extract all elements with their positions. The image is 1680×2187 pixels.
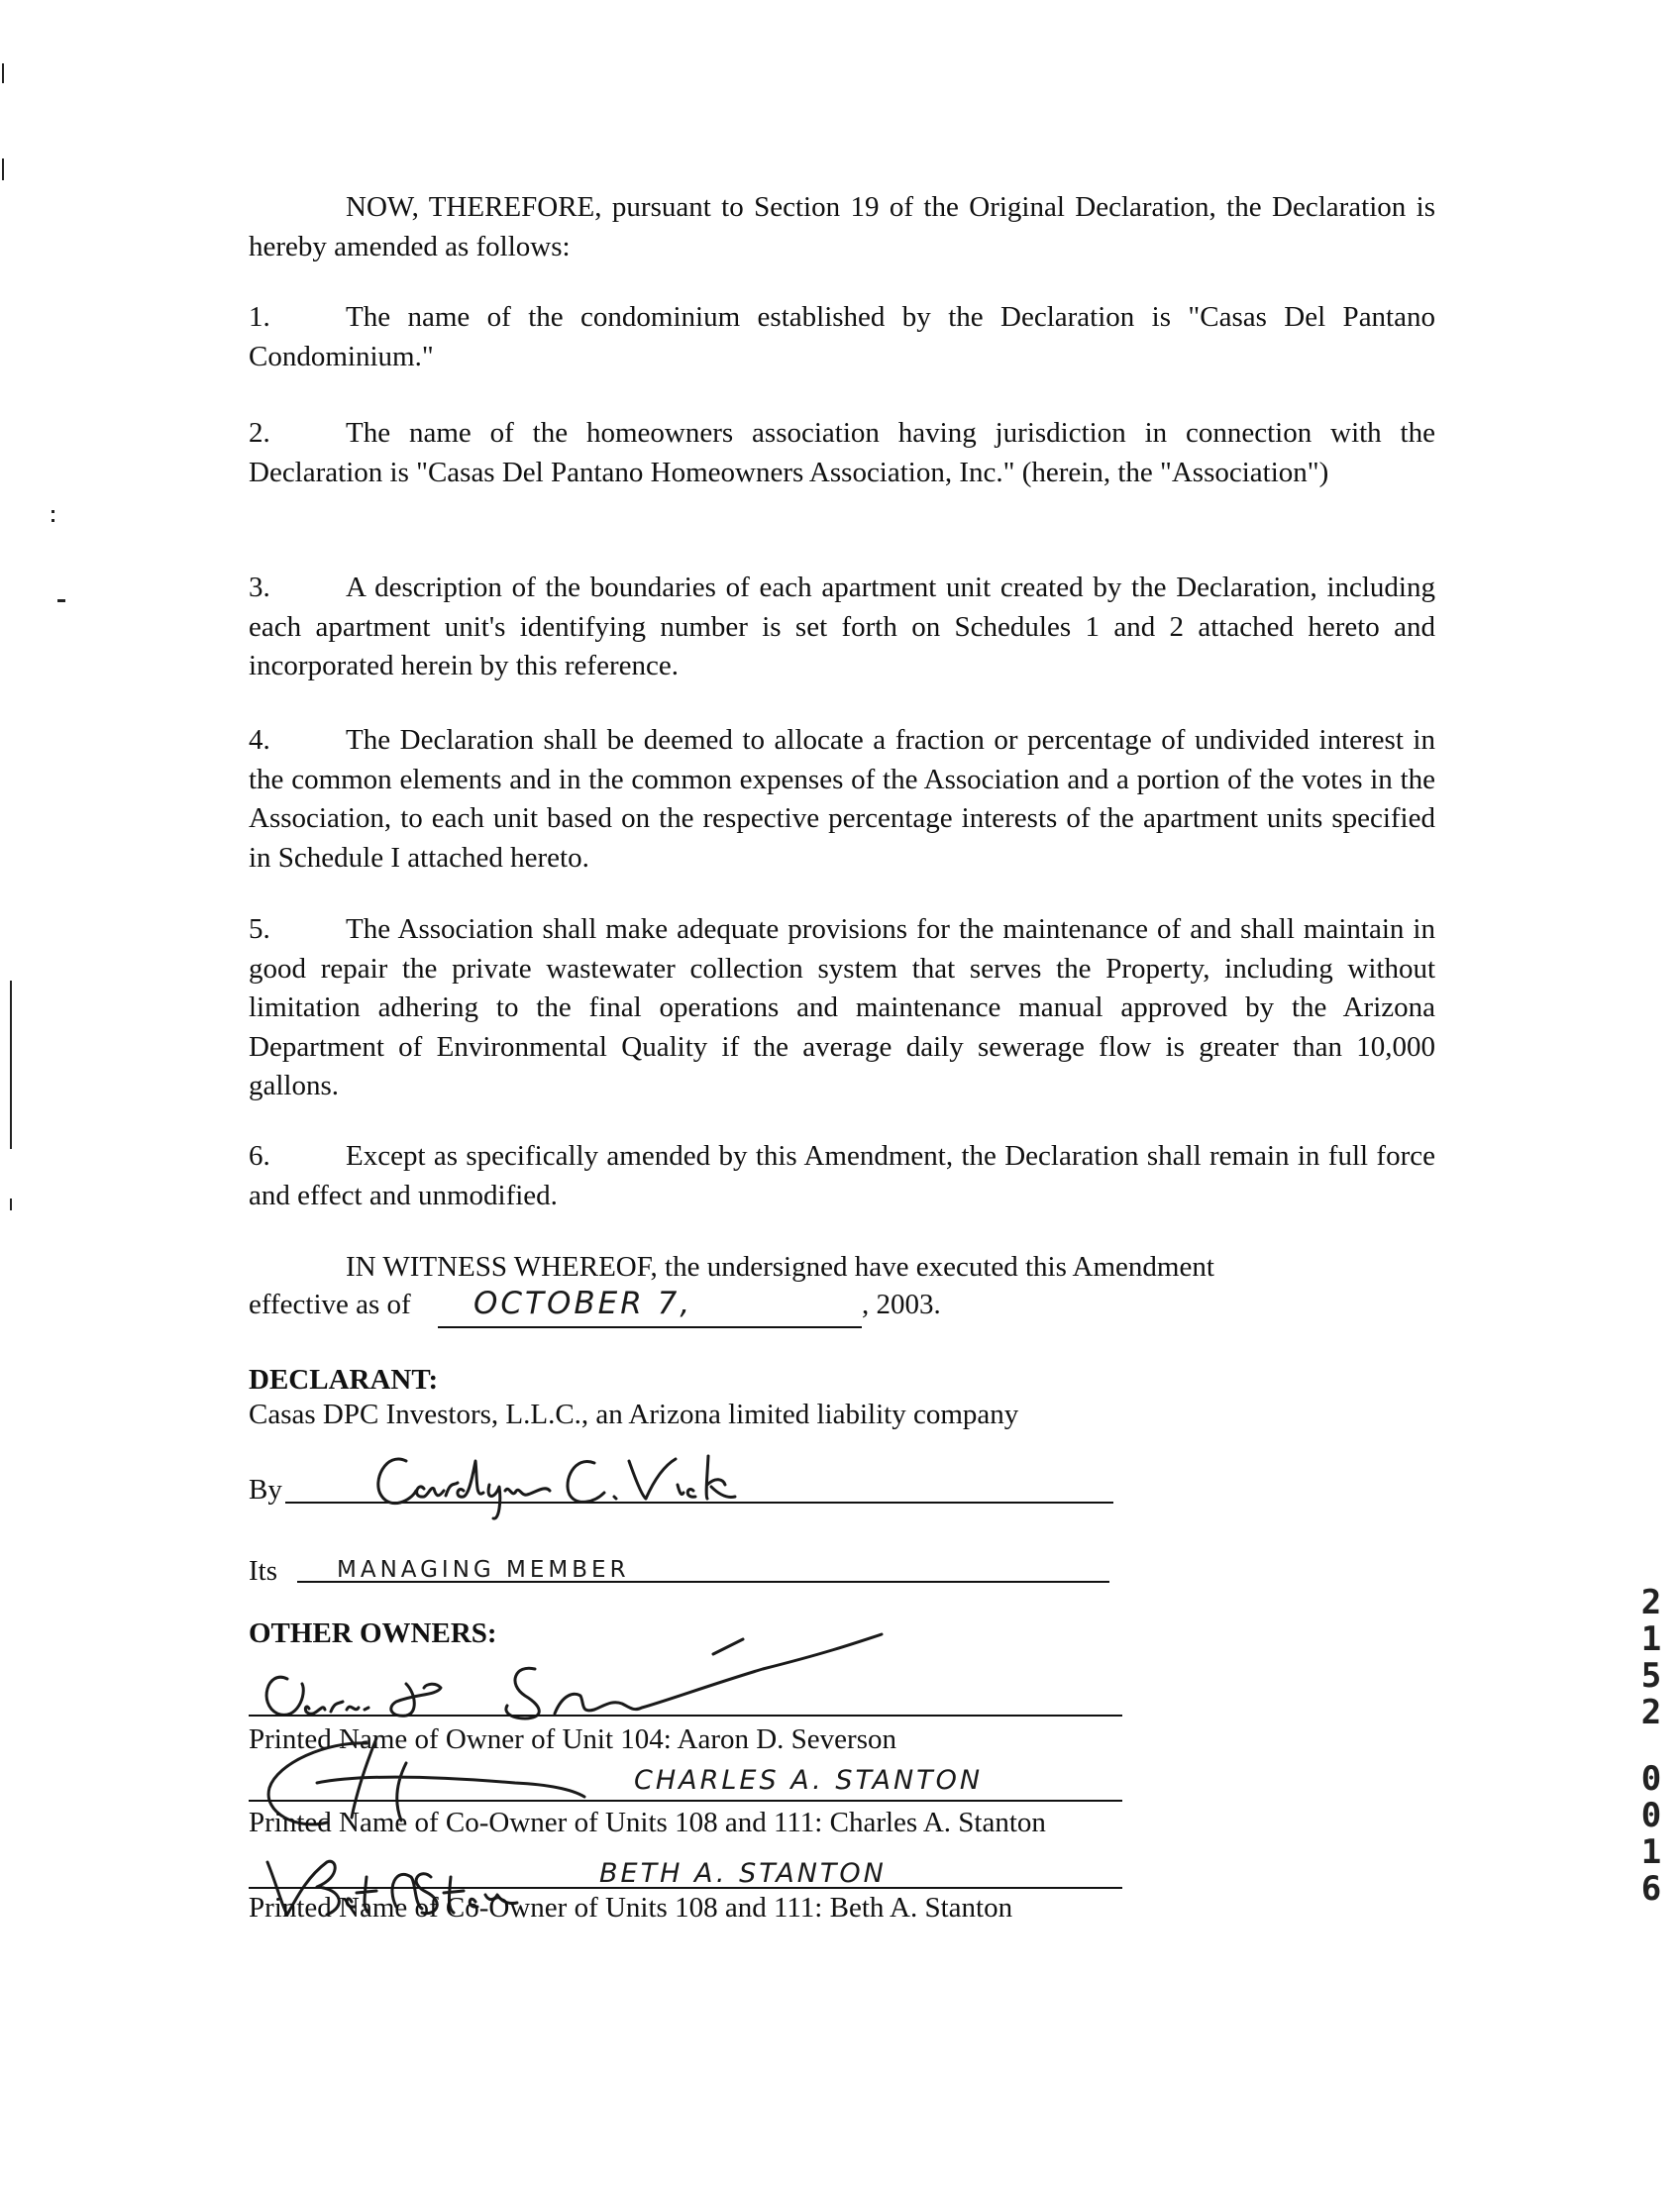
- stamp-digit: 0: [1640, 1759, 1662, 1799]
- item-paragraph-1: [249, 298, 1435, 376]
- scan-mark: [10, 981, 12, 1149]
- co-owner-signature-line: [249, 1800, 1122, 1802]
- effective-date-handwritten: OCTOBER 7,: [473, 1286, 693, 1321]
- stamp-digit: 1: [1640, 1619, 1662, 1659]
- item-number: 3.: [249, 572, 270, 603]
- preamble-paragraph: [249, 188, 1435, 266]
- declarant-signature: [367, 1441, 783, 1520]
- scan-mark: [57, 599, 65, 602]
- scan-mark: [52, 510, 54, 513]
- item-number: 6.: [249, 1140, 270, 1172]
- charles-stanton-handwritten-name: CHARLES A. STANTON: [634, 1765, 984, 1796]
- owner-signature-severson: [248, 1624, 901, 1733]
- item-text: The name of the homeowners association having jurisdiction in connection with the Declaration is "Casas Del Pantano Homeowners Association, Inc." (herein, the "Association"): [249, 417, 1435, 488]
- scan-mark: [2, 158, 4, 180]
- by-label: By: [249, 1474, 282, 1506]
- beth-stanton-handwritten-name: BETH A. STANTON: [599, 1858, 887, 1889]
- stamp-digit: 1: [1640, 1832, 1662, 1872]
- stamp-digit: 5: [1640, 1656, 1662, 1696]
- declarant-heading: DECLARANT:: [249, 1364, 439, 1396]
- co-owner-signature-line: [249, 1887, 1122, 1889]
- item-text: The Association shall make adequate provisions for the maintenance of and shall maintain in good repair the private wastewater collection system that serves the Property, including without limitation adhering to the final operations and maintenance manual approved by the Arizona Department of Environmental Quality if the average daily sewerage flow is greater than 10,000 gallons.: [249, 913, 1435, 1101]
- item-number: 5.: [249, 913, 270, 945]
- item-text: The name of the condominium established by the Declaration is "Casas Del Pantano Condominium.": [249, 301, 1435, 372]
- item-text: A description of the boundaries of each apartment unit created by the Declaration, including each apartment unit's identifying number is set forth on Schedules 1 and 2 attached hereto and incorporated herein by this reference.: [249, 572, 1435, 681]
- owner-signature-line: [249, 1715, 1122, 1717]
- its-title-handwritten: MANAGING MEMBER: [337, 1557, 630, 1583]
- item-text: Except as specifically amended by this Amendment, the Declaration shall remain in full force and effect and unmodified.: [249, 1140, 1435, 1211]
- recording-stamp: [1636, 1585, 1666, 1908]
- witness-text: IN WITNESS WHEREOF, the undersigned have executed this Amendment: [346, 1251, 1214, 1283]
- effective-prefix: effective as of: [249, 1289, 411, 1320]
- other-owners-heading: OTHER OWNERS:: [249, 1617, 497, 1649]
- co-owner-printed-caption: Printed Name of Co-Owner of Units 108 and 111: Charles A. Stanton: [249, 1807, 1046, 1838]
- item-number: 4.: [249, 724, 270, 756]
- item-paragraph-3: [249, 569, 1435, 686]
- item-text: The Declaration shall be deemed to allocate a fraction or percentage of undivided interest in the common elements and in the common expenses of the Association and a portion of the votes in the Association, to each unit based on the respective percentage interests of the apartment units specified in Schedule I attached hereto.: [249, 724, 1435, 874]
- scan-mark: [2, 63, 4, 83]
- item-number: 1.: [249, 301, 270, 333]
- item-paragraph-2: [249, 414, 1435, 492]
- item-paragraph-5: [249, 910, 1435, 1106]
- item-paragraph-4: [249, 721, 1435, 878]
- stamp-digit: 0: [1640, 1796, 1662, 1835]
- preamble-text: NOW, THEREFORE, pursuant to Section 19 of the Original Declaration, the Declaration is hereby amended as follows:: [249, 191, 1435, 262]
- scan-mark: [52, 519, 54, 522]
- declarant-company: Casas DPC Investors, L.L.C., an Arizona limited liability company: [249, 1399, 1019, 1430]
- item-number: 2.: [249, 417, 270, 449]
- stamp-digit: 2: [1640, 1583, 1662, 1622]
- scan-mark: [10, 1198, 12, 1210]
- stamp-digit: 6: [1640, 1869, 1662, 1909]
- witness-paragraph: [249, 1248, 1435, 1288]
- co-owner-printed-caption: Printed Name of Co-Owner of Units 108 and 111: Beth A. Stanton: [249, 1892, 1013, 1924]
- stamp-digit: 2: [1640, 1693, 1662, 1732]
- item-paragraph-6: [249, 1137, 1435, 1215]
- its-label: Its: [249, 1555, 277, 1587]
- owner-printed-caption: Printed Name of Owner of Unit 104: Aaron D. Severson: [249, 1723, 896, 1755]
- effective-year: , 2003.: [862, 1289, 941, 1320]
